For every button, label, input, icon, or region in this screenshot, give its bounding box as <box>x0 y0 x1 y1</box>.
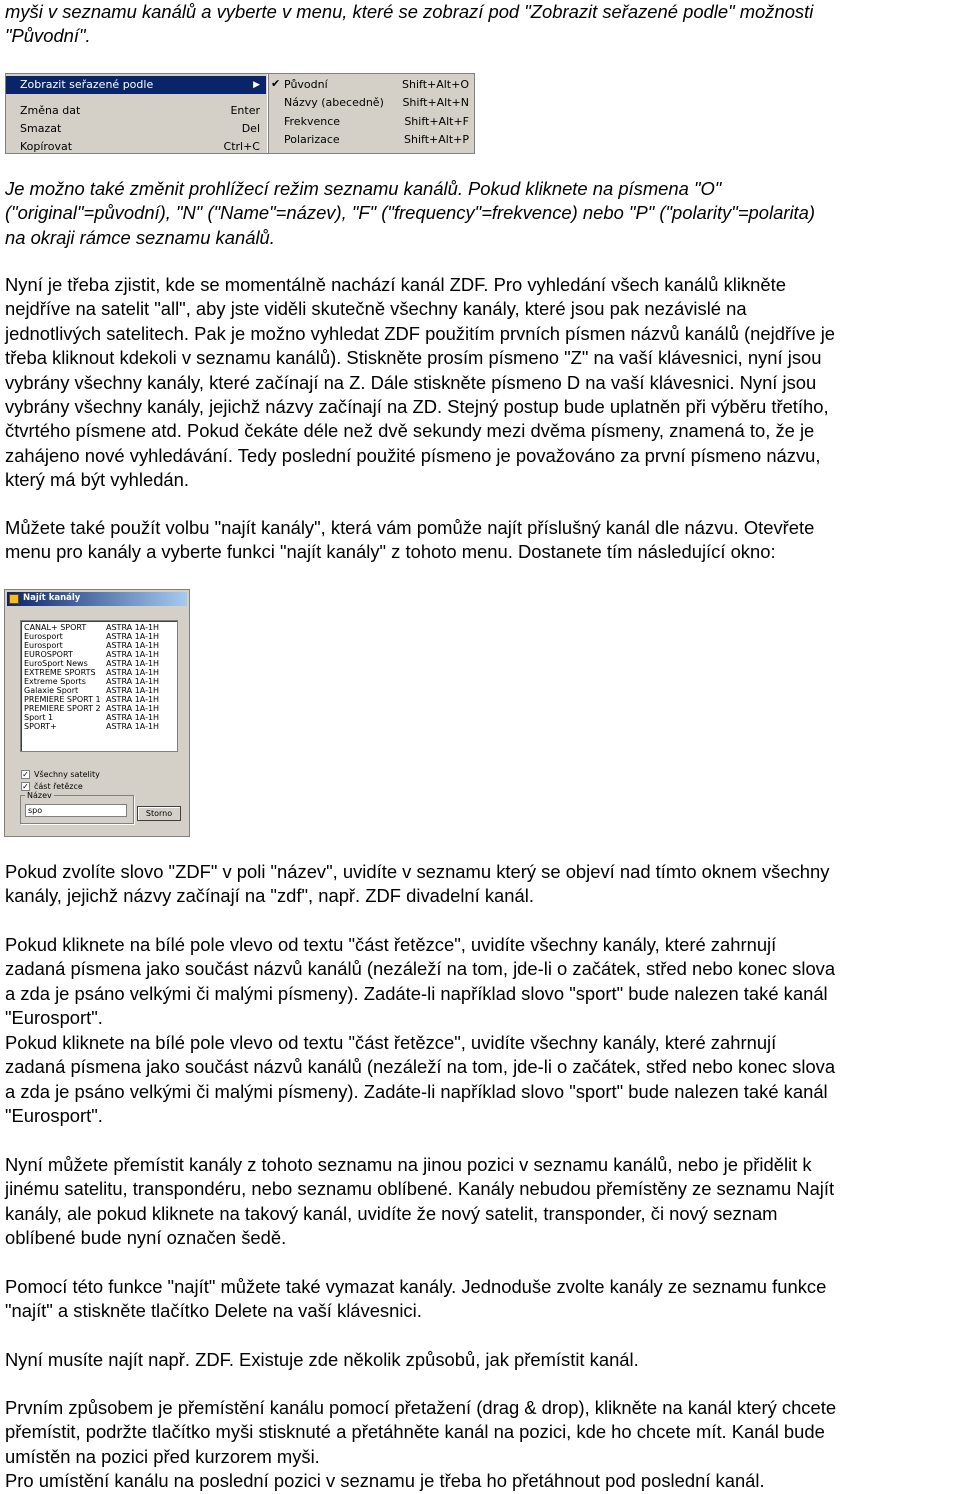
menu-item-shortcut: Shift+Alt+O <box>402 78 469 91</box>
text-line: Nyní můžete přemístit kanály z tohoto seznamu na jinou pozici v seznamu kanálů, nebo je přidělit k <box>5 1154 812 1175</box>
find-channels-dialog <box>4 589 190 837</box>
channel-satellite: ASTRA 1A-1H <box>106 632 160 641</box>
channel-satellite: ASTRA 1A-1H <box>106 695 160 704</box>
paragraph-drag-drop <box>5 1396 957 1494</box>
submenu-arrow-icon: ▶ <box>253 80 260 90</box>
text-line: na okraji rámce seznamu kanálů. <box>5 226 275 248</box>
text-line: zadaná písmena jako součást názvů kanálů (nezáleží na tom, jde-li o začátek, střed nebo konec slova <box>5 1056 836 1078</box>
channel-row[interactable] <box>23 650 175 659</box>
text-line: jinému satelitu, transpondéru, nebo seznamu oblíbené. Kanály nebudou přemístěny ze seznamu Najít <box>5 1178 835 1200</box>
submenu-item-original[interactable] <box>268 76 475 94</box>
menu-item-shortcut: Shift+Alt+N <box>402 96 469 109</box>
dialog-title: Najít kanály <box>23 593 81 603</box>
menu-item-edit[interactable] <box>6 102 266 120</box>
channel-row[interactable] <box>23 659 175 668</box>
paragraph-ways <box>5 1348 957 1372</box>
text-line: kanály, jejichž názvy začínají na "zdf", např. ZDF divadelní kanál. <box>5 885 534 907</box>
submenu-item-frequency[interactable] <box>268 113 475 131</box>
channel-name: PREMIERE SPORT 2 <box>24 704 101 713</box>
intro-paragraph <box>5 0 957 49</box>
paragraph-find-zdf <box>5 273 957 493</box>
sort-submenu <box>267 74 475 153</box>
text-line: Pokud kliknete na bílé pole vlevo od textu "část řetězce", uvidíte všechny kanály, které zahrnují <box>5 934 777 955</box>
text-line: "Původní". <box>5 25 91 47</box>
menu-item-label: Zobrazit seřazené podle <box>20 78 154 91</box>
menu-item-sort-by[interactable] <box>6 76 266 94</box>
text-line: který má být vyhledán. <box>5 469 189 491</box>
channel-row[interactable] <box>23 632 175 641</box>
text-line: a zda je psáno velkými či malými písmeny). Zadáte-li například slovo "sport" bude nalezen také kanál <box>5 1080 828 1102</box>
menu-item-shortcut: Enter <box>230 104 260 117</box>
text-line: "Eurosport". <box>5 1007 103 1029</box>
text-line: oblíbené bude nyní označen šedě. <box>5 1227 287 1249</box>
channel-row[interactable] <box>23 722 175 731</box>
channel-name: Eurosport <box>24 641 63 650</box>
menu-item-label: Polarizace <box>284 133 340 146</box>
menu-item-shortcut: Del <box>241 122 260 135</box>
app-icon <box>9 594 19 604</box>
text-line: vybrány všechny kanály, které začínají na Z. Dále stiskněte písmeno D na vaší klávesnici. Nyní jsou <box>5 371 817 393</box>
channel-name: EXTREME SPORTS <box>24 668 96 677</box>
text-line: Prvním způsobem je přemístění kanálu pomocí přetažení (drag & drop), klikněte na kanál který chcete <box>5 1397 837 1418</box>
name-group-label: Název <box>27 791 52 800</box>
name-input[interactable]: spo <box>25 804 127 817</box>
text-line: vybrány všechny kanály, jejichž názvy začínají na ZD. Stejný postup bude uplatněn při výběru třetího, <box>5 396 829 418</box>
menu-item-delete[interactable] <box>6 120 266 138</box>
channel-name: SPORT+ <box>24 722 57 731</box>
channel-name: Galaxie Sport <box>24 686 79 695</box>
text-line: Můžete také použít volbu "najít kanály", která vám pomůže najít příslušný kanál dle názvu. Otevřete <box>5 517 815 538</box>
context-menu-screenshot <box>5 73 475 154</box>
menu-item-shortcut: Shift+Alt+F <box>404 115 469 128</box>
text-line: ("original"=původní), "N" ("Name"=název), "F" ("frequency"=frekvence) nebo "P" ("polarity"=polarita) <box>5 202 815 224</box>
menu-item-copy[interactable] <box>6 138 266 154</box>
paragraph-view-mode <box>5 177 957 250</box>
channel-row[interactable] <box>23 704 175 713</box>
text-line: "najít" a stiskněte tlačítko Delete na vaší klávesnici. <box>5 1300 422 1322</box>
channel-satellite: ASTRA 1A-1H <box>106 704 160 713</box>
text-line: menu pro kanály a vyberte funkci "najít kanály" z tohoto menu. Dostanete tím následující okno: <box>5 541 776 563</box>
all-satellites-checkbox[interactable]: ✓ <box>22 770 29 779</box>
channel-row[interactable] <box>23 668 175 677</box>
all-satellites-label: Všechny satelity <box>34 770 100 779</box>
menu-item-label: Původní <box>284 78 328 91</box>
channel-list[interactable] <box>20 620 178 752</box>
text-line: čtvrtého písmene atd. Pokud čekáte déle než dvě sekundy mezi dvěma písmeny, znamená to, že je <box>5 420 815 442</box>
channel-name: EuroSport News <box>24 659 88 668</box>
text-line: kanály, ale pokud kliknete na takový kanál, uvidíte že nový satelit, transponder, či nový seznam <box>5 1202 778 1224</box>
stop-button[interactable]: Stornо <box>137 806 181 821</box>
channel-name: PREMIERE SPORT 1 <box>24 695 101 704</box>
paragraph-substring-1 <box>5 933 957 1031</box>
dialog-titlebar <box>7 592 187 606</box>
context-menu <box>6 74 266 153</box>
channel-satellite: ASTRA 1A-1H <box>106 650 160 659</box>
channel-satellite: ASTRA 1A-1H <box>106 641 160 650</box>
text-line: myši v seznamu kanálů a vyberte v menu, které se zobrazí pod "Zobrazit seřazené podle" možnosti <box>5 1 814 22</box>
submenu-item-polarity[interactable] <box>268 131 475 149</box>
text-line: Pomocí této funkce "najít" můžete také vymazat kanály. Jednoduše zvolte kanály ze seznamu funkce <box>5 1276 827 1297</box>
menu-item-label: Kopírovat <box>20 140 73 153</box>
menu-item-label: Změna dat <box>20 104 81 117</box>
text-line: Je možno také změnit prohlížecí režim seznamu kanálů. Pokud kliknete na písmena "O" <box>5 178 722 199</box>
paragraph-zdf-word <box>5 860 957 909</box>
channel-satellite: ASTRA 1A-1H <box>106 713 160 722</box>
submenu-item-names[interactable] <box>268 94 475 112</box>
text-line: umístěn na pozici před kurzorem myši. <box>5 1445 320 1467</box>
channel-name: CANAL+ SPORT <box>24 623 87 632</box>
channel-satellite: ASTRA 1A-1H <box>106 722 160 731</box>
text-line: třeba kliknout kdekoli v seznamu kanálů). Stiskněte prosím písmeno "Z" na vaší klávesnici, nyní jsou <box>5 347 822 369</box>
substring-label: část řetězce <box>34 782 83 791</box>
channel-row[interactable] <box>23 641 175 650</box>
menu-item-shortcut: Ctrl+C <box>223 140 260 153</box>
menu-item-shortcut: Shift+Alt+P <box>404 133 469 146</box>
channel-satellite: ASTRA 1A-1H <box>106 686 160 695</box>
text-line: Pokud kliknete na bílé pole vlevo od textu "část řetězce", uvidíte všechny kanály, které zahrnují <box>5 1032 777 1053</box>
text-line: "Eurosport". <box>5 1105 103 1127</box>
text-line: zadaná písmena jako součást názvů kanálů (nezáleží na tom, jde-li o začátek, střed nebo konec slova <box>5 958 836 980</box>
paragraph-delete <box>5 1275 957 1324</box>
paragraph-substring-2 <box>5 1031 957 1129</box>
text-line: Pro umístění kanálu na poslední pozici v seznamu je třeba ho přetáhnout pod poslední kanál. <box>5 1470 765 1492</box>
menu-item-label: Smazat <box>20 122 62 135</box>
paragraph-move <box>5 1153 957 1251</box>
channel-name: EUROSPORT <box>24 650 73 659</box>
menu-item-label: Frekvence <box>284 115 341 128</box>
channel-row[interactable] <box>23 695 175 704</box>
substring-checkbox[interactable]: ✓ <box>22 782 29 791</box>
text-line: a zda je psáno velkými či malými písmeny). Zadáte-li například slovo "sport" bude nalezen také kanál <box>5 982 828 1004</box>
channel-name: Extreme Sports <box>24 677 86 686</box>
text-line: Pokud zvolíte slovo "ZDF" v poli "název", uvidíte v seznamu který se objeví nad tímto oknem všechny <box>5 861 830 882</box>
menu-item-label: Názvy (abecedně) <box>284 96 384 109</box>
text-line: jednotlivých satelitech. Pak je možno vyhledat ZDF použitím prvních písmen názvů kanálů (nejdříve je <box>5 322 836 344</box>
paragraph-find-channels <box>5 516 957 565</box>
text-line: nejdříve na satelit "all", aby jste viděli skutečně všechny kanály, které jsou pak nezávislé na <box>5 298 747 320</box>
channel-row[interactable] <box>23 686 175 695</box>
channel-satellite: ASTRA 1A-1H <box>106 659 160 668</box>
channel-name: Sport 1 <box>24 713 54 722</box>
channel-name: Eurosport <box>24 632 63 641</box>
text-line: přemístit, podržte tlačítko myši stisknuté a přetáhněte kanál na pozici, kde ho chcete mít. Kanál bude <box>5 1421 825 1443</box>
text-line: zahájeno nové vyhledávání. Tedy poslední použité písmeno je považováno za první písmeno názvu, <box>5 444 821 466</box>
channel-row[interactable] <box>23 713 175 722</box>
channel-satellite: ASTRA 1A-1H <box>106 668 160 677</box>
channel-satellite: ASTRA 1A-1H <box>106 677 160 686</box>
text-line: Nyní musíte najít např. ZDF. Existuje zde několik způsobů, jak přemístit kanál. <box>5 1349 639 1370</box>
text-line: Nyní je třeba zjistit, kde se momentálně nachází kanál ZDF. Pro vyhledání všech kanálů klikněte <box>5 274 786 295</box>
channel-row[interactable] <box>23 623 175 632</box>
channel-satellite: ASTRA 1A-1H <box>106 623 160 632</box>
checkmark-icon: ✔ <box>271 77 281 90</box>
channel-row[interactable] <box>23 677 175 686</box>
